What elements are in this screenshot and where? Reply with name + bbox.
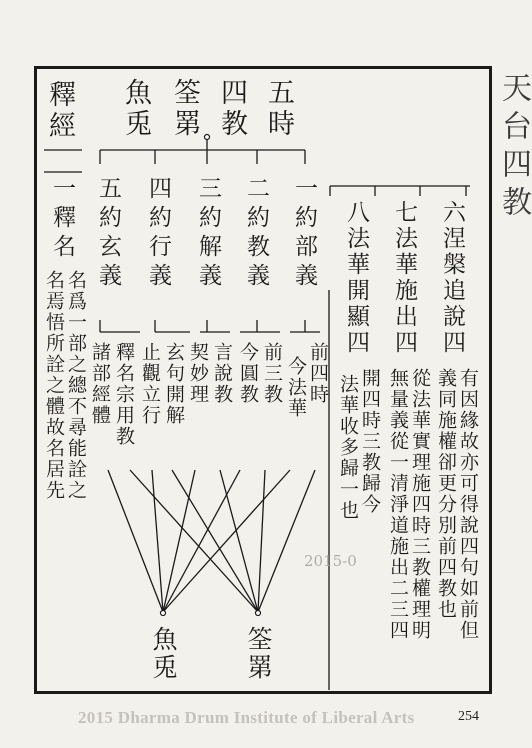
yi-heading-5: 五約玄義 xyxy=(95,176,121,292)
heading-nirvana: 六涅槃追說四 xyxy=(439,200,465,356)
detail-2a: 今圓教 xyxy=(237,342,259,405)
yi-heading-4: 四約行義 xyxy=(145,176,171,292)
note-3: 從法華實理施四時三教權理明 xyxy=(409,368,431,641)
left-heading: 一釋名 xyxy=(49,176,75,263)
yi-heading-1: 一約部義 xyxy=(291,176,317,292)
note-2: 義同施權卻更分別前四教也 xyxy=(435,368,457,620)
note-5: 開四時三教歸今 xyxy=(359,368,381,515)
detail-5b: 釋名宗用教 xyxy=(113,342,135,447)
bottom-label-yutu: 魚兎 xyxy=(149,626,178,682)
top-label-sijiao: 四教 xyxy=(216,78,247,140)
yi-heading-2: 二約教義 xyxy=(243,176,269,292)
detail-1a: 今法華 xyxy=(285,356,307,419)
yi-heading-3: 三約解義 xyxy=(195,176,221,292)
side-label: 釋經 xyxy=(44,80,75,142)
top-label-quanti: 筌罤 xyxy=(169,78,200,140)
heading-fahua-kaixian: 八法華開顯四 xyxy=(343,200,369,356)
detail-4b: 止觀立行 xyxy=(139,342,161,426)
note-6: 法華收多歸一也 xyxy=(337,374,359,521)
detail-1b: 前四時 xyxy=(307,342,329,405)
detail-3a: 契妙理 xyxy=(187,342,209,405)
note-1: 有因緣故亦可得說四句如前但 xyxy=(457,368,479,641)
detail-5a: 諸部經體 xyxy=(89,342,111,426)
heading-fahua-shichu: 七法華施出四 xyxy=(391,200,417,356)
left-line-1: 名爲一部之總不尋能詮之 xyxy=(65,270,87,501)
margin-fragment: 天台四教 xyxy=(496,72,531,224)
footer-credit: 2015 Dharma Drum Institute of Liberal Arts xyxy=(78,708,415,727)
date-watermark: 2015-0 xyxy=(304,552,357,570)
page-number: 254 xyxy=(458,709,479,724)
detail-4a: 玄句開解 xyxy=(163,342,185,426)
note-4: 無量義從一清淨道施出二三四 xyxy=(387,368,409,641)
left-line-2: 名焉悟所詮之體故名居先 xyxy=(43,270,65,501)
detail-3b: 言說教 xyxy=(211,342,233,405)
top-label-wushi: 五時 xyxy=(263,78,294,140)
bottom-label-quanti: 筌罤 xyxy=(244,626,273,682)
detail-2b: 前三教 xyxy=(261,342,283,405)
top-label-yutu: 魚兎 xyxy=(120,78,151,140)
